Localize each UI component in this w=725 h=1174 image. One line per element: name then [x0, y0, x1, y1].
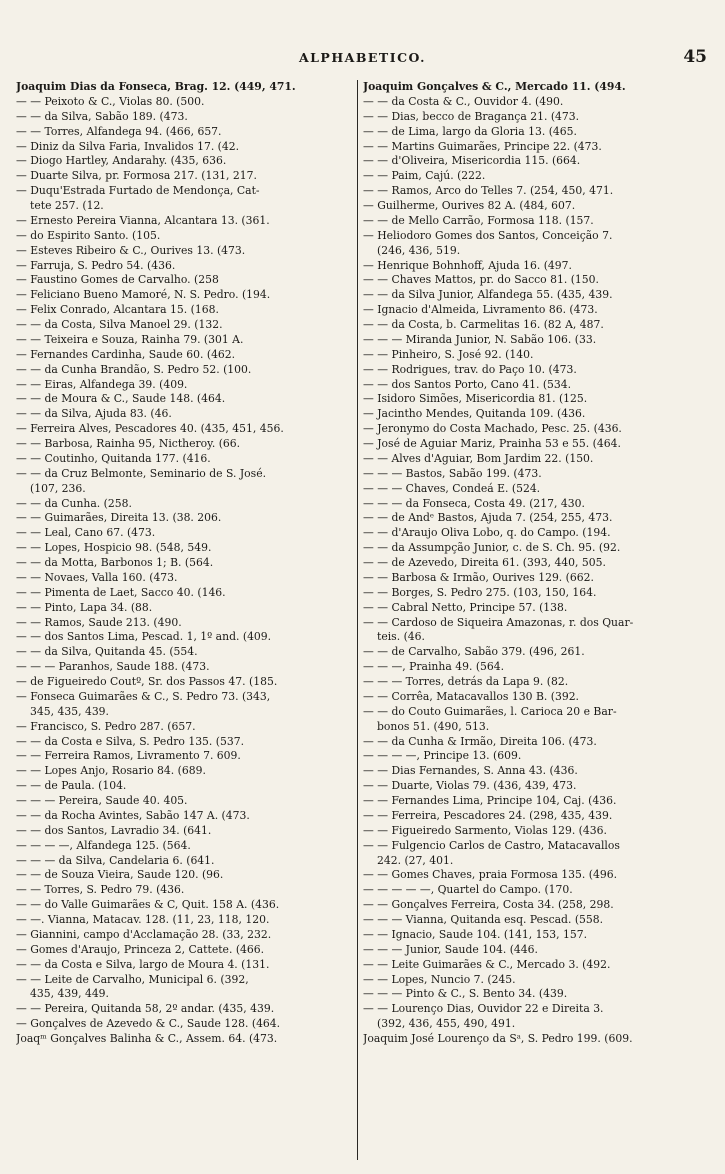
directory-entry-line: — — dos Santos Lima, Pescad. 1, 1º and. (409.: [16, 630, 272, 644]
directory-entry-line: — — Chaves Mattos, pr. do Sacco 81. (150.: [363, 273, 599, 287]
directory-entry-line: — — de Azevedo, Direita 61. (393, 440, 505.: [363, 556, 606, 569]
directory-entry-line: — — de Mello Carrão, Formosa 118. (157.: [363, 213, 594, 227]
directory-entry-line: — — Alves d'Aguiar, Bom Jardim 22. (150.: [363, 451, 594, 465]
directory-entry-line: — — Ignacio, Saude 104. (141, 153, 157.: [363, 927, 588, 941]
directory-entry-line: — — Leal, Cano 67. (473.: [16, 526, 156, 540]
directory-entry-line: — — — Pinto & C., S. Bento 34. (439.: [363, 987, 568, 1001]
directory-entry-line: — — da Costa & C., Ouvidor 4. (490.: [363, 94, 564, 108]
directory-entry-line: — — da Costa e Silva, S. Pedro 135. (537.: [16, 734, 245, 748]
directory-entry-line: — Gonçalves de Azevedo & C., Saude 128. (464.: [16, 1017, 281, 1031]
directory-entry-line: — — Barbosa, Rainha 95, Nictheroy. (66.: [16, 437, 241, 450]
directory-entry-line: — — dos Santos Porto, Cano 41. (534.: [363, 377, 572, 391]
directory-entry-line: — Jacintho Mendes, Quitanda 109. (436.: [363, 407, 586, 421]
directory-entry-line: — — — — —, Quartel do Campo. (170.: [363, 883, 573, 897]
column-divider: [357, 80, 358, 1160]
directory-entry-line: — — da Motta, Barbonos 1; B. (564.: [16, 556, 214, 569]
directory-entry-line: Joaquim Dias da Fonseca, Brag. 12. (449, 471.: [16, 80, 296, 93]
directory-entry-line: — Diogo Hartley, Andarahy. (435, 636.: [16, 154, 227, 168]
directory-entry-line: — — — Miranda Junior, N. Sabão 106. (33.: [363, 332, 597, 346]
directory-entry-line: Joaquim José Lourenço da Sᵃ, S. Pedro 199. (609.: [363, 1032, 633, 1045]
directory-entry-line: — Francisco, S. Pedro 287. (657.: [16, 719, 196, 733]
directory-entry-line: — — Figueiredo Sarmento, Violas 129. (436.: [363, 823, 607, 837]
directory-entry-line: — — Peixoto & C., Violas 80. (500.: [16, 94, 205, 108]
directory-entry-line: — — Lourenço Dias, Ouvidor 22 e Direita 3.: [363, 1002, 604, 1016]
directory-entry-line: Joaqᵐ Gonçalves Balinha & C., Assem. 64. (473.: [16, 1032, 278, 1045]
directory-entry-line: — — Pinto, Lapa 34. (88.: [16, 600, 153, 614]
running-title: ALPHABETICO.: [298, 50, 427, 65]
directory-entry-line: — — do Valle Guimarães & C, Quit. 158 A. (436.: [16, 898, 280, 912]
directory-entry-line: — — Leite Guimarães & C., Mercado 3. (492.: [363, 957, 611, 971]
directory-entry-line: — Feliciano Bueno Mamoré, N. S. Pedro. (194.: [16, 288, 271, 302]
directory-entry-line: — — Ferreira, Pescadores 24. (298, 435, 439.: [363, 808, 613, 822]
directory-entry-line: — — da Silva, Ajuda 83. (46.: [16, 407, 172, 421]
directory-entry-line: — Heliodoro Gomes dos Santos, Conceição 7.: [363, 228, 613, 242]
directory-entry-line: — — — Vianna, Quitanda esq. Pescad. (558.: [363, 913, 604, 926]
directory-entry-line: — — da Cunha & Irmão, Direita 106. (473.: [363, 734, 597, 748]
directory-entry-line: — — da Cunha Brandão, S. Pedro 52. (100.: [16, 362, 252, 376]
directory-entry-line: — — — Pereira, Saude 40. 405.: [16, 794, 188, 807]
directory-entry-line: — Esteves Ribeiro & C., Ourives 13. (473.: [16, 243, 246, 257]
right-column: [363, 80, 701, 1047]
directory-entry-line: — — da Rocha Avintes, Sabão 147 A. (473.: [16, 808, 250, 822]
directory-entry-line: — — Teixeira e Souza, Rainha 79. (301 A.: [16, 332, 244, 346]
directory-entry-line: — — d'Oliveira, Misericordia 115. (664.: [363, 154, 581, 168]
directory-entry-line: — de Figueiredo Coutº, Sr. dos Passos 47. (185.: [16, 675, 278, 688]
directory-entry-line: — — — Paranhos, Saude 188. (473.: [16, 660, 210, 674]
directory-columns: [16, 80, 709, 1160]
directory-entry-line: — — Gonçalves Ferreira, Costa 34. (258, 298.: [363, 898, 614, 912]
directory-entry-line: — Fonseca Guimarães & C., S. Pedro 73. (343,: [16, 689, 271, 703]
directory-entry-line: tete 257. (12.: [30, 199, 104, 212]
directory-entry-line: — — Dias, becco de Bragança 21. (473.: [363, 109, 580, 123]
directory-entry-line: — — Lopes Anjo, Rosario 84. (689.: [16, 764, 206, 778]
directory-entry-line: 345, 435, 439.: [30, 704, 109, 718]
directory-entry-line: — — de Lima, largo da Gloria 13. (465.: [363, 124, 577, 138]
directory-entry-line: — Ignacio d'Almeida, Livramento 86. (473.: [363, 303, 598, 317]
directory-entry-line: — — Lopes, Nuncio 7. (245.: [363, 972, 516, 986]
directory-entry-line: — — de Souza Vieira, Saude 120. (96.: [16, 868, 224, 882]
directory-entry-line: — — da Silva, Sabão 189. (473.: [16, 109, 188, 123]
directory-entry-line: — — Duarte, Violas 79. (436, 439, 473.: [363, 779, 577, 793]
directory-entry-line: — Faustino Gomes de Carvalho. (258: [16, 273, 219, 287]
directory-entry-line: — — Martins Guimarães, Principe 22. (473.: [363, 139, 602, 153]
directory-entry-line: — — Torres, Alfandega 94. (466, 657.: [16, 124, 222, 138]
directory-entry-line: — do Espirito Santo. (105.: [16, 228, 161, 242]
directory-entry-line: — — — da Silva, Candelaria 6. (641.: [16, 853, 215, 867]
directory-entry-line: — — — —, Principe 13. (609.: [363, 749, 522, 763]
directory-entry-line: — — de Moura & C., Saude 148. (464.: [16, 392, 226, 406]
directory-entry-line: — — da Cunha. (258.: [16, 496, 132, 510]
directory-entry-line: — — Gomes Chaves, praia Formosa 135. (496.: [363, 868, 617, 882]
directory-entry-line: — — Eiras, Alfandega 39. (409.: [16, 377, 188, 391]
directory-entry-line: — — Ramos, Arco do Telles 7. (254, 450, 471.: [363, 184, 614, 198]
directory-entry-line: — — da Silva Junior, Alfandega 55. (435, 439.: [363, 288, 613, 302]
directory-entry-line: — — Leite de Carvalho, Municipal 6. (392,: [16, 972, 249, 986]
directory-entry-line: — José de Aguiar Mariz, Prainha 53 e 55. (464.: [363, 437, 621, 450]
directory-entry-line: — — de Andᵉ Bastos, Ajuda 7. (254, 255, 473.: [363, 511, 613, 525]
directory-entry-line: — —. Vianna, Matacav. 128. (11, 23, 118, 120.: [16, 913, 270, 926]
directory-entry-line: — Ernesto Pereira Vianna, Alcantara 13. (361.: [16, 213, 270, 227]
directory-entry-line: (107, 236.: [30, 481, 86, 495]
directory-entry-line: bonos 51. (490, 513.: [377, 719, 490, 733]
directory-entry-line: 435, 439, 449.: [30, 987, 109, 1001]
directory-entry-line: — Fernandes Cardinha, Saude 60. (462.: [16, 347, 236, 361]
directory-entry-line: — — Paim, Cajú. (222.: [363, 169, 486, 183]
directory-entry-line: — — Dias Fernandes, S. Anna 43. (436.: [363, 764, 578, 778]
directory-entry-line: — — — Junior, Saude 104. (446.: [363, 942, 538, 956]
directory-entry-line: — — Cabral Netto, Principe 57. (138.: [363, 600, 568, 614]
directory-entry-line: — Duarte Silva, pr. Formosa 217. (131, 217.: [16, 169, 257, 183]
directory-entry-line: (246, 436, 519.: [377, 243, 461, 257]
running-head: [0, 47, 725, 68]
directory-entry-line: — — Coutinho, Quitanda 177. (416.: [16, 451, 211, 465]
directory-entry-line: — Ferreira Alves, Pescadores 40. (435, 451, 456.: [16, 422, 284, 436]
directory-entry-line: — Duqu'Estrada Furtado de Mendonça, Cat-: [16, 184, 260, 198]
directory-entry-line: — — Fernandes Lima, Principe 104, Caj. (436.: [363, 794, 617, 807]
directory-entry-line: — — Rodrigues, trav. do Paço 10. (473.: [363, 362, 577, 376]
directory-entry-line: — Diniz da Silva Faria, Invalidos 17. (42.: [16, 139, 240, 153]
directory-entry-line: — Guilherme, Ourives 82 A. (484, 607.: [363, 199, 576, 212]
directory-entry-line: — — Pimenta de Laet, Sacco 40. (146.: [16, 585, 226, 599]
directory-entry-line: — Jeronymo do Costa Machado, Pesc. 25. (436.: [363, 422, 622, 436]
directory-entry-line: — — da Assumpção Junior, c. de S. Ch. 95. (92.: [363, 541, 621, 555]
directory-entry-line: — — Lopes, Hospicio 98. (548, 549.: [16, 541, 212, 555]
directory-entry-line: — Farruja, S. Pedro 54. (436.: [16, 258, 176, 272]
directory-entry-line: — — — Chaves, Condeá E. (524.: [363, 481, 541, 495]
directory-entry-line: — Henrique Bohnhoff, Ajuda 16. (497.: [363, 258, 572, 272]
left-column: [16, 80, 354, 1047]
directory-entry-line: — — Cardoso de Siqueira Amazonas, r. dos Quar-: [363, 615, 634, 629]
directory-entry-line: Joaquim Gonçalves & C., Mercado 11. (494.: [363, 80, 626, 93]
directory-entry-line: (392, 436, 455, 490, 491.: [377, 1017, 516, 1031]
directory-entry-line: — Giannini, campo d'Acclamação 28. (33, 232.: [16, 927, 272, 941]
directory-entry-line: — — de Paula. (104.: [16, 779, 127, 793]
directory-entry-line: — — Fulgencio Carlos de Castro, Matacavallos: [363, 838, 620, 852]
directory-entry-line: — — — da Fonseca, Costa 49. (217, 430.: [363, 496, 585, 510]
directory-entry-line: — — Pinheiro, S. José 92. (140.: [363, 347, 534, 361]
directory-entry-line: — — —, Prainha 49. (564.: [363, 660, 505, 674]
directory-entry-line: — — d'Araujo Oliva Lobo, q. do Campo. (194.: [363, 526, 611, 540]
directory-entry-line: — Isidoro Simões, Misericordia 81. (125.: [363, 392, 588, 406]
directory-entry-line: — Felix Conrado, Alcantara 15. (168.: [16, 303, 219, 317]
directory-entry-line: — — Borges, S. Pedro 275. (103, 150, 164.: [363, 585, 597, 599]
directory-entry-line: — — Guimarães, Direita 13. (38. 206.: [16, 511, 222, 525]
directory-entry-line: — — do Couto Guimarães, l. Carioca 20 e Bar-: [363, 704, 617, 718]
directory-entry-line: — — da Silva, Quitanda 45. (554.: [16, 645, 198, 659]
directory-entry-line: — — Torres, S. Pedro 79. (436.: [16, 883, 185, 897]
directory-entry-line: teis. (46.: [377, 630, 425, 644]
directory-entry-line: — — Barbosa & Irmão, Ourives 129. (662.: [363, 570, 594, 584]
page-number: 45: [683, 47, 707, 67]
directory-entry-line: — — — Bastos, Sabão 199. (473.: [363, 466, 542, 480]
directory-entry-line: — — Ramos, Saude 213. (490.: [16, 615, 182, 629]
directory-entry-line: — — da Costa e Silva, largo de Moura 4. (131.: [16, 957, 270, 971]
directory-entry-line: — — — —, Alfandega 125. (564.: [16, 838, 191, 852]
directory-entry-line: — — Corrêa, Matacavallos 130 B. (392.: [363, 689, 579, 703]
directory-entry-line: 242. (27, 401.: [377, 853, 454, 867]
directory-entry-line: — — Pereira, Quitanda 58, 2º andar. (435, 439.: [16, 1002, 275, 1016]
directory-entry-line: — — dos Santos, Lavradio 34. (641.: [16, 823, 212, 837]
directory-entry-line: — — Novaes, Valla 160. (473.: [16, 570, 178, 584]
directory-entry-line: — Gomes d'Araujo, Princeza 2, Cattete. (466.: [16, 942, 265, 956]
directory-entry-line: — — de Carvalho, Sabão 379. (496, 261.: [363, 645, 585, 659]
directory-entry-line: — — — Torres, detrás da Lapa 9. (82.: [363, 675, 569, 688]
directory-entry-line: — — da Costa, Silva Manoel 29. (132.: [16, 318, 223, 331]
directory-entry-line: — — da Costa, b. Carmelitas 16. (82 A, 487.: [363, 318, 604, 331]
directory-entry-line: — — Ferreira Ramos, Livramento 7. 609.: [16, 749, 241, 763]
directory-entry-line: — — da Cruz Belmonte, Seminario de S. José.: [16, 466, 267, 480]
